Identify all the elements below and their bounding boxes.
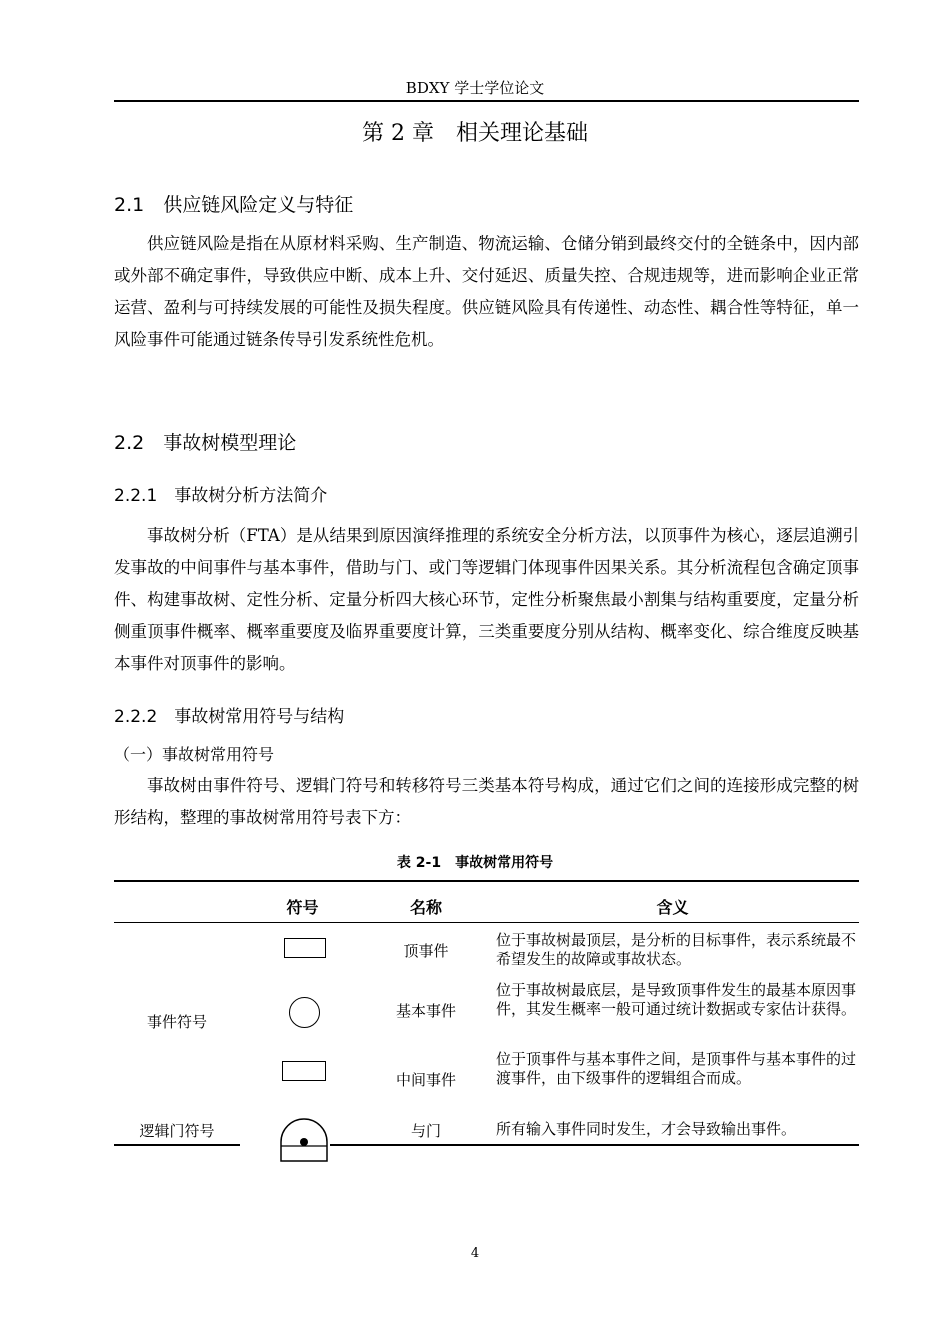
row-meaning: 所有输入事件同时发生，才会导致输出事件。 bbox=[496, 1120, 797, 1138]
section-heading-2-1: 2.1 供应链风险定义与特征 bbox=[114, 194, 354, 216]
circle-icon bbox=[289, 997, 320, 1028]
header-rule bbox=[114, 100, 859, 102]
running-header: BDXY 学士学位论文 bbox=[405, 79, 545, 97]
table-header-meaning: 含义 bbox=[656, 898, 689, 917]
row-name: 中间事件 bbox=[395, 1071, 456, 1089]
table-caption: 表 2-1 事故树常用符号 bbox=[396, 855, 554, 871]
section-2-1-body bbox=[114, 228, 859, 356]
table-bottom-rule-right bbox=[330, 1144, 859, 1146]
table-header-rule bbox=[114, 922, 859, 923]
section-heading-2-2-2: 2.2.2 事故树常用符号与结构 bbox=[114, 707, 345, 727]
row-name: 基本事件 bbox=[395, 1002, 456, 1020]
and-gate-icon bbox=[278, 1114, 330, 1166]
table-header-symbol: 符号 bbox=[286, 898, 319, 917]
page-number: 4 bbox=[470, 1246, 480, 1261]
group-label-event: 事件符号 bbox=[146, 1013, 207, 1031]
paragraph: 供应链风险是指在从原材料采购、生产制造、物流运输、仓储分销到最终交付的全链条中，因内部或外部不确定事件，导致供应中断、成本上升、交付延迟、质量失控、合规违规等，进而影响企业正常运营、盈利与可持续发展的可能性及损失程度。供应链风险具有传递性、动态性、耦合性等特征，单一风险事件可能通过链条传导引发系统性危机。 bbox=[114, 234, 859, 349]
rectangle-icon bbox=[282, 1061, 326, 1081]
section-heading-2-2-1: 2.2.1 事故树分析方法简介 bbox=[114, 486, 328, 506]
group-label-gate: 逻辑门符号 bbox=[139, 1122, 215, 1140]
section-2-2-1-body bbox=[114, 520, 859, 680]
row-meaning: 位于事故树最底层，是导致顶事件发生的最基本原因事件，其发生概率一般可通过统计数据或专家估计获得。 bbox=[496, 981, 857, 1018]
paragraph: 事故树分析（FTA）是从结果到原因演绎推理的系统安全分析方法，以顶事件为核心，逐层追溯引发事故的中间事件与基本事件，借助与门、或门等逻辑门体现事件因果关系。其分析流程包含确定顶事件、构建事故树、定性分析、定量分析四大核心环节，定性分析聚焦最小割集与结构重要度，定量分析侧重顶事件概率、概率重要度及临界重要度计算，三类重要度分别从结构、概率变化、综合维度反映基本事件对顶事件的影响。 bbox=[114, 526, 859, 673]
table-header-name: 名称 bbox=[409, 898, 442, 917]
paragraph: 事故树由事件符号、逻辑门符号和转移符号三类基本符号构成，通过它们之间的连接形成完整的树形结构，整理的事故树常用符号表下方： bbox=[114, 776, 859, 827]
row-name: 与门 bbox=[410, 1122, 441, 1140]
row-meaning: 位于事故树最顶层，是分析的目标事件，表示系统最不希望发生的故障或事故状态。 bbox=[496, 931, 857, 968]
row-name: 顶事件 bbox=[403, 942, 449, 960]
row-meaning: 位于顶事件与基本事件之间，是顶事件与基本事件的过渡事件，由下级事件的逻辑组合而成。 bbox=[496, 1050, 857, 1087]
table-bottom-rule-left bbox=[114, 1144, 240, 1146]
section-heading-2-2: 2.2 事故树模型理论 bbox=[114, 432, 297, 454]
chapter-title: 第 2 章 相关理论基础 bbox=[362, 121, 588, 146]
table-top-rule bbox=[114, 880, 859, 882]
section-2-2-2-body bbox=[114, 770, 859, 834]
rectangle-icon bbox=[284, 938, 326, 958]
subsection-heading: （一）事故树常用符号 bbox=[114, 745, 275, 764]
